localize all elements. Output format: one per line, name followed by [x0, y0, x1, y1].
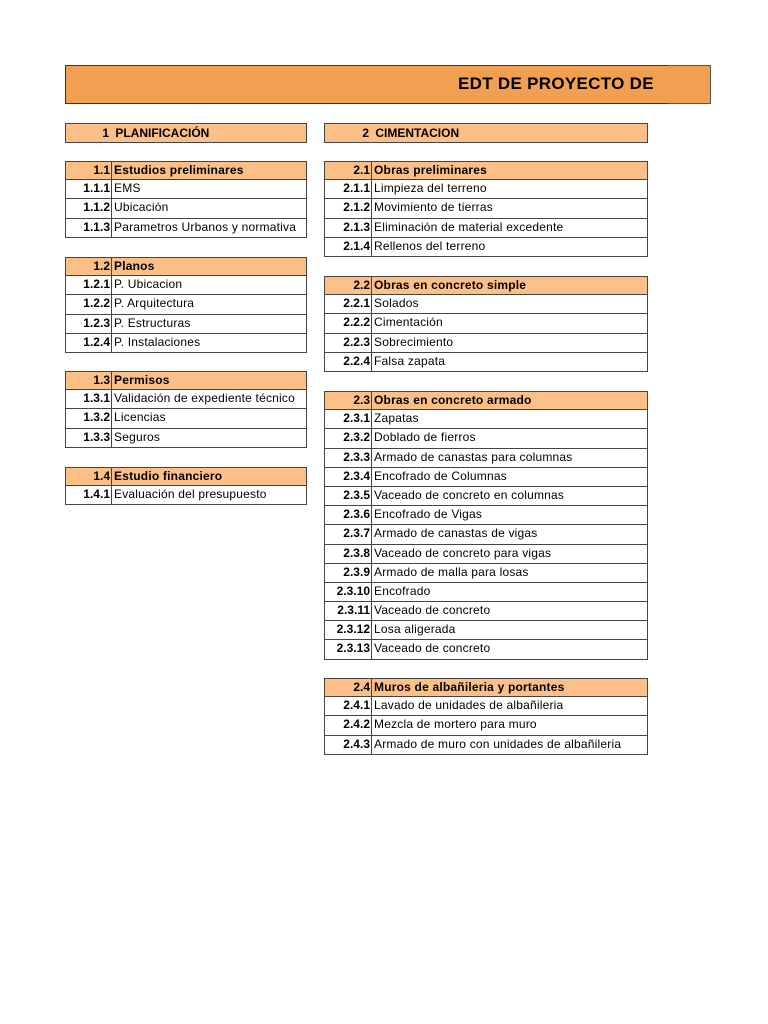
table-row: [324, 697, 648, 716]
phase-name: PLANIFICACIÓN: [115, 126, 210, 140]
wbs-group-2-1: [324, 161, 648, 257]
group-header-row: [324, 391, 648, 410]
item-code: 1.1.2: [66, 199, 112, 217]
table-row: [324, 602, 648, 621]
group-code: 2.2: [325, 277, 372, 294]
table-row: [65, 295, 307, 314]
item-name: Encofrado de Vigas: [374, 507, 483, 522]
table-row: [324, 180, 648, 199]
item-code: 2.3.1: [325, 410, 372, 428]
item-code: 2.3.3: [325, 449, 372, 467]
item-code: 2.3.8: [325, 545, 372, 563]
group-header-row: [65, 371, 307, 390]
item-name: P. Ubicacion: [114, 277, 183, 292]
item-code: 1.3.1: [66, 390, 112, 408]
item-name: Armado de muro con unidades de albañileria: [374, 736, 622, 751]
item-code: 2.3.7: [325, 525, 372, 543]
table-row: [324, 736, 648, 755]
item-code: 2.3.9: [325, 564, 372, 582]
table-row: [324, 334, 648, 353]
item-code: 2.2.4: [325, 353, 372, 371]
phase-code: 2: [362, 126, 369, 140]
table-row: [65, 219, 307, 238]
item-name: Armado de canastas de vigas: [374, 526, 538, 541]
item-code: 2.2.2: [325, 314, 372, 332]
item-code: 2.1.2: [325, 199, 372, 217]
group-header-row: [65, 257, 307, 276]
item-code: 2.3.13: [325, 640, 372, 658]
item-name: Ubicación: [114, 200, 169, 215]
group-header-row: [324, 161, 648, 180]
item-code: 1.3.3: [66, 429, 112, 447]
item-name: Movimiento de tierras: [374, 200, 493, 215]
group-name: Obras preliminares: [374, 163, 487, 177]
item-code: 2.3.6: [325, 506, 372, 524]
item-name: P. Arquitectura: [114, 296, 195, 311]
group-code: 1.4: [66, 468, 112, 485]
item-name: Vaceado de concreto en columnas: [374, 487, 565, 502]
item-code: 1.2.3: [66, 315, 112, 333]
table-row: [324, 429, 648, 448]
group-code: 2.4: [325, 679, 372, 696]
group-header-row: [324, 276, 648, 295]
item-name: Rellenos del terreno: [374, 238, 486, 253]
table-row: [324, 564, 648, 583]
wbs-group-1-1: [65, 161, 307, 238]
item-name: Limpieza del terreno: [374, 181, 487, 196]
item-name: Vaceado de concreto para vigas: [374, 545, 552, 560]
group-code: 1.2: [66, 258, 112, 275]
item-code: 1.4.1: [66, 486, 112, 504]
item-name: EMS: [114, 181, 141, 196]
title-box: [65, 65, 668, 104]
item-code: 2.1.1: [325, 180, 372, 198]
item-code: 2.3.4: [325, 468, 372, 486]
item-name: Cimentación: [374, 315, 443, 330]
table-row: [65, 180, 307, 199]
group-code: 1.1: [66, 162, 112, 179]
phase-header: [324, 123, 648, 143]
wbs-group-1-3: [65, 371, 307, 448]
item-code: 1.2.1: [66, 276, 112, 294]
item-name: Zapatas: [374, 411, 419, 426]
group-code: 1.3: [66, 372, 112, 389]
group-code: 2.3: [325, 392, 372, 409]
item-code: 1.3.2: [66, 409, 112, 427]
item-name: Losa aligerada: [374, 622, 456, 637]
table-row: [324, 640, 648, 659]
group-header-row: [65, 467, 307, 486]
table-row: [65, 199, 307, 218]
item-name: Armado de canastas para columnas: [374, 449, 573, 464]
group-name: Obras en concreto armado: [374, 393, 532, 407]
table-row: [324, 583, 648, 602]
table-row: [324, 525, 648, 544]
table-row: [324, 449, 648, 468]
item-name: Lavado de unidades de albañileria: [374, 698, 564, 713]
group-code: 2.1: [325, 162, 372, 179]
item-code: 1.1.1: [66, 180, 112, 198]
item-code: 1.1.3: [66, 219, 112, 237]
item-name: Doblado de fierros: [374, 430, 476, 445]
table-row: [324, 545, 648, 564]
phase-name: CIMENTACION: [375, 126, 460, 140]
item-name: Evaluación del presupuesto: [114, 487, 267, 502]
table-row: [324, 314, 648, 333]
table-row: [324, 199, 648, 218]
table-row: [65, 334, 307, 353]
item-code: 2.2.3: [325, 334, 372, 352]
item-name: Encofrado de Columnas: [374, 468, 507, 483]
table-row: [65, 486, 307, 505]
table-row: [65, 390, 307, 409]
table-row: [65, 276, 307, 295]
table-row: [324, 716, 648, 735]
group-name: Planos: [114, 259, 155, 273]
item-name: Mezcla de mortero para muro: [374, 717, 537, 732]
item-name: Eliminación de material excedente: [374, 219, 564, 234]
wbs-group-1-4: [65, 467, 307, 505]
item-name: Falsa zapata: [374, 353, 446, 368]
table-row: [65, 409, 307, 428]
item-name: Vaceado de concreto: [374, 603, 491, 618]
table-row: [324, 353, 648, 372]
group-name: Permisos: [114, 373, 170, 387]
table-row: [324, 487, 648, 506]
table-row: [324, 238, 648, 257]
item-name: P. Instalaciones: [114, 334, 201, 349]
item-code: 1.2.4: [66, 334, 112, 352]
group-name: Estudios preliminares: [114, 163, 244, 177]
item-name: Validación de expediente técnico: [114, 391, 295, 406]
item-name: Parametros Urbanos y normativa: [114, 219, 297, 234]
group-name: Obras en concreto simple: [374, 278, 527, 292]
wbs-group-1-2: [65, 257, 307, 353]
item-name: Sobrecimiento: [374, 334, 454, 349]
wbs-group-2-4: [324, 678, 648, 755]
item-code: 2.4.3: [325, 736, 372, 754]
item-name: P. Estructuras: [114, 315, 191, 330]
item-name: Encofrado: [374, 583, 431, 598]
phase-header: [65, 123, 307, 143]
wbs-group-2-3: [324, 391, 648, 660]
table-row: [65, 315, 307, 334]
table-row: [324, 219, 648, 238]
table-row: [324, 410, 648, 429]
item-name: Vaceado de concreto: [374, 641, 491, 656]
group-name: Estudio financiero: [114, 469, 223, 483]
item-code: 2.4.2: [325, 716, 372, 734]
item-name: Solados: [374, 296, 419, 311]
item-code: 2.4.1: [325, 697, 372, 715]
item-code: 2.1.3: [325, 219, 372, 237]
item-name: Armado de malla para losas: [374, 564, 529, 579]
table-row: [324, 468, 648, 487]
item-name: Licencias: [114, 410, 166, 425]
item-code: 1.2.2: [66, 295, 112, 313]
item-name: Seguros: [114, 429, 161, 444]
group-header-row: [324, 678, 648, 697]
wbs-group-2-2: [324, 276, 648, 372]
table-row: [324, 621, 648, 640]
item-code: 2.2.1: [325, 295, 372, 313]
phase-code: 1: [102, 126, 109, 140]
table-row: [324, 506, 648, 525]
item-code: 2.3.2: [325, 429, 372, 447]
item-code: 2.1.4: [325, 238, 372, 256]
table-row: [65, 429, 307, 448]
table-row: [324, 295, 648, 314]
group-name: Muros de albañileria y portantes: [374, 680, 565, 694]
document-title: EDT DE PROYECTO DE: [458, 74, 654, 93]
item-code: 2.3.11: [325, 602, 372, 620]
item-code: 2.3.12: [325, 621, 372, 639]
item-code: 2.3.5: [325, 487, 372, 505]
group-header-row: [65, 161, 307, 180]
item-code: 2.3.10: [325, 583, 372, 601]
